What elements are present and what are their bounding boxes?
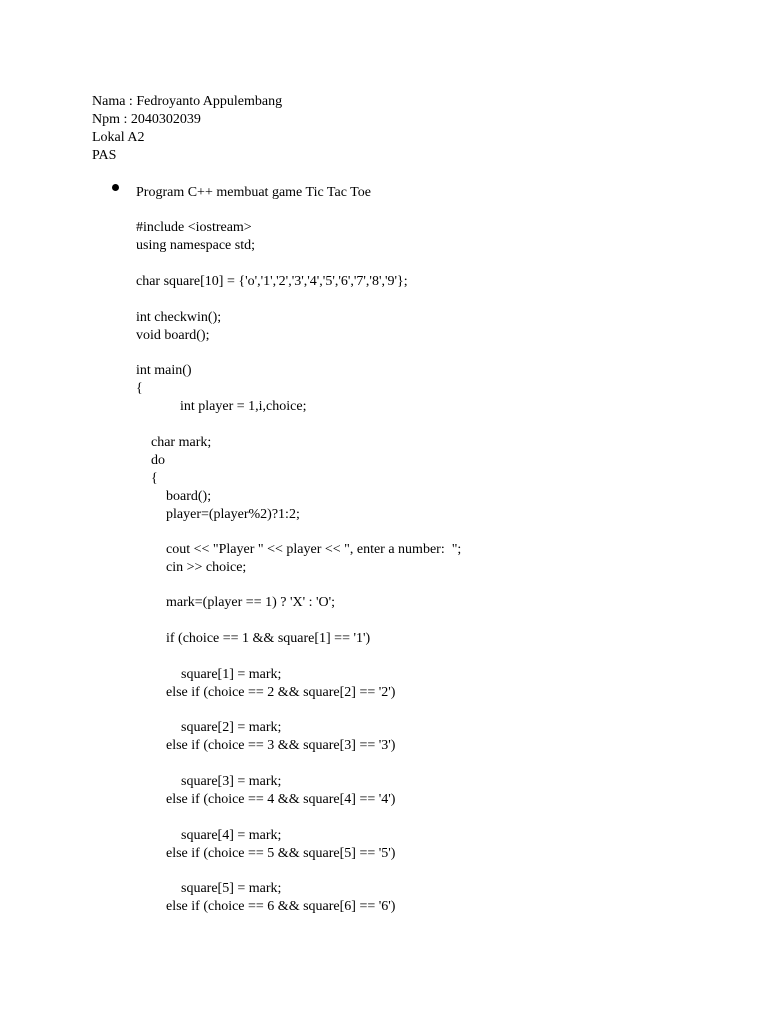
code-line-square-5: square[5] = mark; <box>181 881 282 896</box>
code-line-if-1: if (choice == 1 && square[1] == '1') <box>166 631 371 646</box>
section-title: Program C++ membuat game Tic Tac Toe <box>136 185 371 200</box>
code-line-do: do <box>151 453 165 468</box>
code-line-board-decl: void board(); <box>136 328 210 343</box>
code-line-main-sig: int main() <box>136 363 192 378</box>
code-line-player-assign: player=(player%2)?1:2; <box>166 507 300 522</box>
code-line-open-brace-main: { <box>136 381 143 396</box>
class-label: Lokal A2 <box>92 130 145 145</box>
code-line-square-3: square[3] = mark; <box>181 774 282 789</box>
exam-label: PAS <box>92 148 117 163</box>
student-npm: Npm : 2040302039 <box>92 112 201 127</box>
code-line-elseif-5: else if (choice == 5 && square[5] == '5') <box>166 846 396 861</box>
code-line-elseif-6: else if (choice == 6 && square[6] == '6') <box>166 899 396 914</box>
code-line-square-decl: char square[10] = {'o','1','2','3','4','5','6','7','8','9'}; <box>136 274 408 289</box>
student-name: Nama : Fedroyanto Appulembang <box>92 94 283 109</box>
code-line-elseif-4: else if (choice == 4 && square[4] == '4') <box>166 792 396 807</box>
code-line-elseif-2: else if (choice == 2 && square[2] == '2') <box>166 685 396 700</box>
code-line-open-brace-do: { <box>151 471 158 486</box>
code-line-square-2: square[2] = mark; <box>181 720 282 735</box>
code-line-cin: cin >> choice; <box>166 560 247 575</box>
code-line-elseif-3: else if (choice == 3 && square[3] == '3') <box>166 738 396 753</box>
code-line-mark-assign: mark=(player == 1) ? 'X' : 'O'; <box>166 595 336 610</box>
code-line-board-call: board(); <box>166 489 212 504</box>
bullet-point-icon <box>112 184 119 191</box>
code-line-square-4: square[4] = mark; <box>181 828 282 843</box>
code-line-checkwin-decl: int checkwin(); <box>136 310 222 325</box>
code-line-square-1: square[1] = mark; <box>181 667 282 682</box>
code-line-include: #include <iostream> <box>136 220 252 235</box>
code-line-mark-decl: char mark; <box>151 435 212 450</box>
code-line-using: using namespace std; <box>136 238 255 253</box>
code-line-player-decl: int player = 1,i,choice; <box>180 399 307 414</box>
code-line-cout: cout << "Player " << player << ", enter a number: "; <box>166 542 462 557</box>
